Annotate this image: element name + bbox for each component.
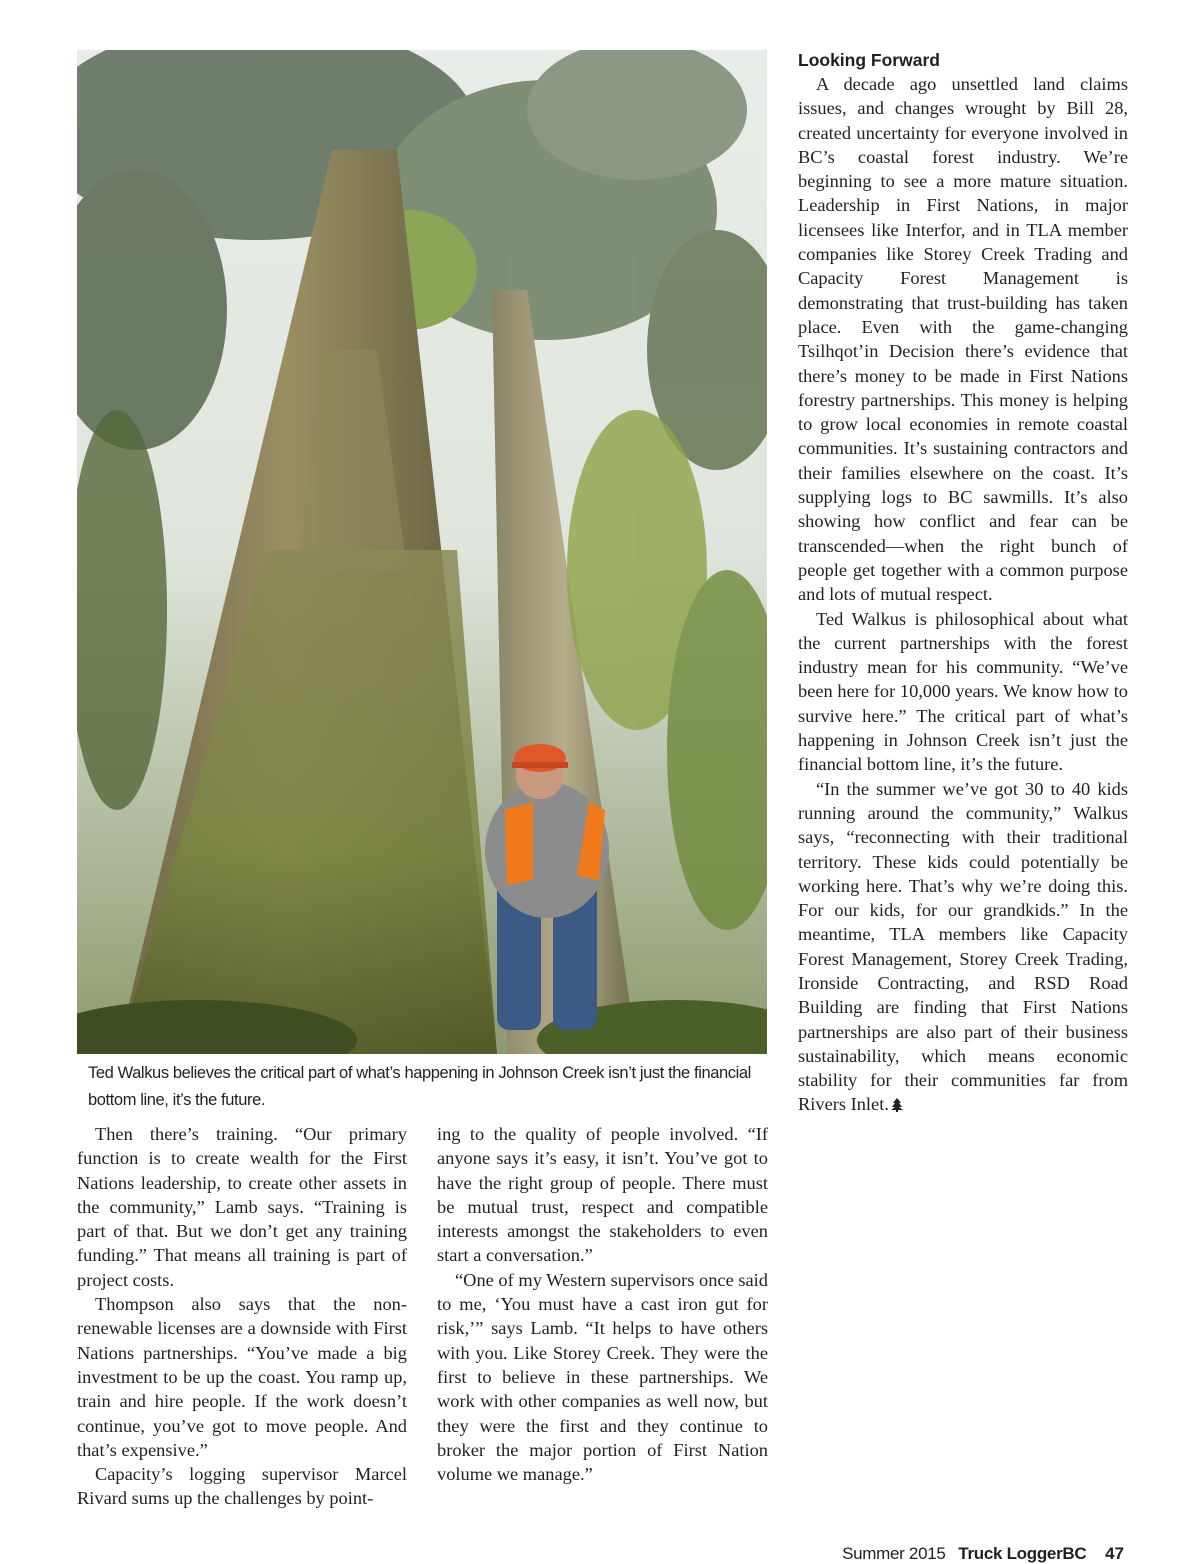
paragraph: Capacity’s logging supervisor Marcel Rivard sums up the challenges by point- — [77, 1464, 407, 1509]
paragraph: Ted Walkus is philosophical about what the current partnerships with the forest industry mean for his community. “We’ve been here for 10,000 years. We know how to survive here.” The critical part of what’s happening in Johnson Creek isn’t just the financial bottom line, it’s the future. — [798, 608, 1128, 775]
page-number: 47 — [1105, 1544, 1124, 1563]
paragraph: Then there’s training. “Our primary function is to create wealth for the First Nations leadership, to create other assets in the community,” Lamb says. “Training is part of that. But we don’t get any training funding.” That means all training is part of project costs. — [77, 1124, 407, 1290]
article-column-right — [798, 48, 1128, 1117]
tree-icon — [891, 1098, 903, 1112]
page-footer — [842, 1544, 1124, 1564]
photo-caption: Ted Walkus believes the critical part of what’s happening in Johnson Creek isn’t just the financial bottom line, it’s the future. — [88, 1064, 751, 1109]
paragraph-final — [798, 777, 1128, 1117]
forest-photo-illustration — [77, 50, 767, 1054]
paragraph: A decade ago unsettled land claims issues, and changes wrought by Bill 28, created uncertainty for everyone involved in BC’s coastal forest industry. We’re beginning to see a more mature situation. Leadership in First Nations, in major licensees like Interfor, and in TLA member companies like Storey Creek Trading and Capacity Forest Management is demonstrating that trust-building has taken place. Even with the game-changing Tsilhqot’in Decision there’s evidence that there’s money to be made in First Nations forestry partnerships. This money is helping to grow local economies in remote coastal communities. It’s sustaining contractors and their families elsewhere on the coast. It’s supplying logs to BC sawmills. It’s also showing how conflict and fear can be transcended—when the right bunch of people get together with a common purpose and lots of mutual respect. — [798, 74, 1128, 605]
magazine-title: Truck LoggerBC — [958, 1544, 1087, 1563]
article-column-left — [77, 1122, 407, 1511]
paragraph: Thompson also says that the non-renewable licenses are a downside with First Nations partnerships. “You’ve made a big investment to be up the coast. You ramp up, train and hire people. If the work doesn’t continue, you’ve got to move people. And that’s expensive.” — [77, 1294, 407, 1460]
paragraph: ing to the quality of people involved. “If anyone says it’s easy, it isn’t. You’ve got to have the right group of people. There must be mutual trust, respect and compatible interests amongst the stakeholders to even start a conversation.” — [437, 1124, 768, 1266]
forest-photo — [77, 50, 767, 1054]
article-column-middle — [437, 1122, 768, 1486]
paragraph: “One of my Western supervisors once said to me, ‘You must have a cast iron gut for risk,’” says Lamb. “It helps to have others with you. Like Storey Creek. They were the first to believe in these partnerships. We work with other companies as well now, but they were the first and they continue to broker the major portion of First Nation volume we manage.” — [437, 1269, 768, 1485]
section-heading: Looking Forward — [798, 50, 940, 70]
issue-label: Summer 2015 — [842, 1544, 946, 1563]
paragraph-text: “In the summer we’ve got 30 to 40 kids running around the community,” Walkus says, “reconnecting with their traditional territory. These kids could potentially be working here. That’s why we’re doing this. For our kids, for our grandkids.” In the meantime, TLA members like Capacity Forest Management, Storey Creek Trading, Ironside Contracting, and RSD Road Building are finding that First Nations partnerships are also part of their business sustainability, which means economic stability for their communities far from Rivers Inlet. — [798, 778, 1128, 1115]
